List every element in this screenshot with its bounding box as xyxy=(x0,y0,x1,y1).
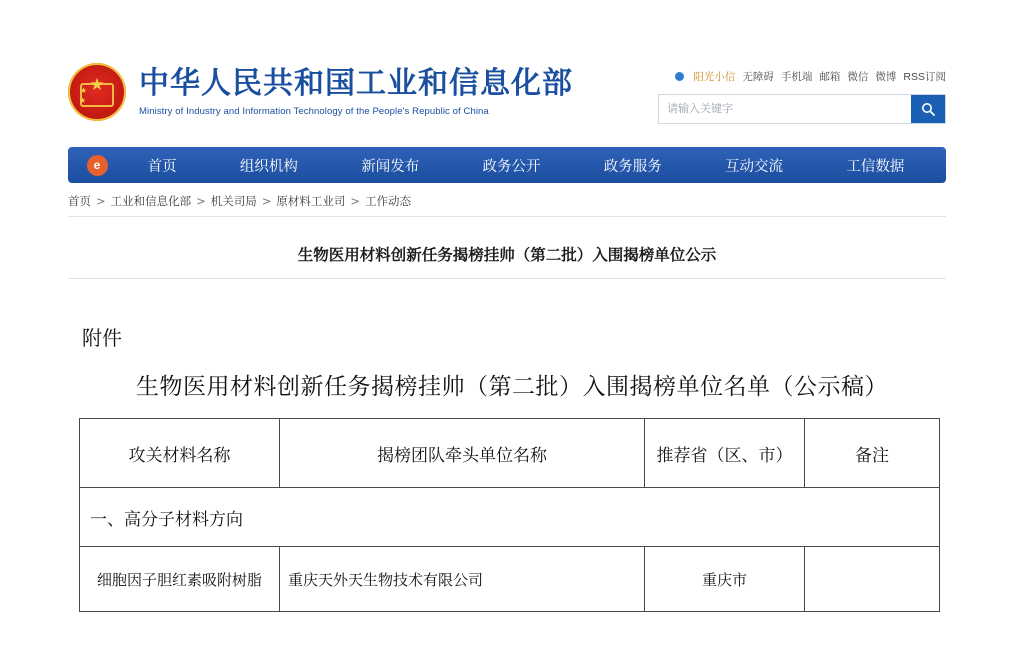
attachment-label: 附件 xyxy=(82,326,122,350)
breadcrumb-separator-3: > xyxy=(350,194,361,208)
site-header xyxy=(68,55,946,143)
column-header-note: 备注 xyxy=(805,419,940,488)
blue-dot-icon xyxy=(675,72,684,81)
emblem-star-small-1: ★ xyxy=(80,86,88,95)
table-header xyxy=(80,419,940,488)
site-title-block xyxy=(139,67,573,117)
quick-link-sunshine[interactable]: 阳光小信 xyxy=(693,71,736,83)
nav-items xyxy=(116,155,946,176)
table-row xyxy=(80,547,940,612)
search-box xyxy=(658,94,946,124)
nav-item-interaction[interactable]: 互动交流 xyxy=(725,158,784,175)
breadcrumb-separator-0: > xyxy=(96,194,106,208)
cell-unit: 重庆天外天生物技术有限公司 xyxy=(280,547,645,612)
cell-note xyxy=(805,547,940,612)
main-nav xyxy=(68,147,946,183)
cell-province: 重庆市 xyxy=(645,547,805,612)
breadcrumb-separator-1: > xyxy=(196,194,206,208)
breadcrumb xyxy=(68,193,411,209)
header-right xyxy=(658,69,946,124)
site-title-cn: 中华人民共和国工业和信息化部 xyxy=(139,66,573,102)
emblem-star-small-2: ★ xyxy=(79,96,87,105)
nav-item-government-services[interactable]: 政务服务 xyxy=(603,158,662,175)
nav-item-industry-data[interactable]: 工信数据 xyxy=(846,158,905,175)
table-body xyxy=(80,488,940,612)
breadcrumb-item-2[interactable]: 机关司局 xyxy=(210,194,257,208)
breadcrumb-item-0[interactable]: 首页 xyxy=(68,194,91,208)
search-button[interactable] xyxy=(911,95,945,123)
quick-link-weibo[interactable]: 微博 xyxy=(875,71,897,83)
column-header-material: 攻关材料名称 xyxy=(80,419,280,488)
cell-material: 细胞因子胆红素吸附树脂 xyxy=(80,547,280,612)
quick-link-mail[interactable]: 邮箱 xyxy=(819,71,841,83)
quick-link-wechat[interactable]: 微信 xyxy=(847,71,869,83)
home-icon-glyph: e xyxy=(87,155,108,176)
emblem-star-main: ★ xyxy=(89,75,105,94)
breadcrumb-separator-2: > xyxy=(261,194,272,208)
table-header-row xyxy=(80,419,940,488)
home-circle-icon[interactable] xyxy=(82,155,112,176)
national-emblem-icon xyxy=(68,63,126,121)
breadcrumb-divider xyxy=(68,216,946,217)
quick-link-accessibility[interactable]: 无障碍 xyxy=(742,71,774,83)
title-divider xyxy=(68,278,946,279)
nav-item-government-disclosure[interactable]: 政务公开 xyxy=(482,158,541,175)
site-logo[interactable] xyxy=(68,63,573,121)
nav-item-organization[interactable]: 组织机构 xyxy=(239,158,298,175)
search-input[interactable] xyxy=(659,95,911,123)
column-header-province: 推荐省（区、市） xyxy=(645,419,805,488)
nav-item-home[interactable]: 首页 xyxy=(147,158,177,175)
quick-links xyxy=(658,69,946,84)
page-title: 生物医用材料创新任务揭榜挂帅（第二批）入围揭榜单位公示 xyxy=(297,246,717,264)
breadcrumb-item-4[interactable]: 工作动态 xyxy=(365,194,412,208)
breadcrumb-item-3[interactable]: 原材料工业司 xyxy=(276,194,346,208)
breadcrumb-item-1[interactable]: 工业和信息化部 xyxy=(110,194,192,208)
section-title-polymer: 一、高分子材料方向 xyxy=(80,488,940,547)
column-header-unit: 揭榜团队牵头单位名称 xyxy=(280,419,645,488)
emblem-gear-shape xyxy=(80,83,114,107)
shortlist-table xyxy=(79,418,940,612)
table-section-row xyxy=(80,488,940,547)
site-title-en: Ministry of Industry and Information Technology of the People's Republic of China xyxy=(139,105,489,117)
search-icon xyxy=(920,101,936,117)
quick-link-mobile[interactable]: 手机端 xyxy=(780,71,813,83)
nav-item-news[interactable]: 新闻发布 xyxy=(361,158,420,175)
quick-link-rss[interactable]: RSS订阅 xyxy=(903,71,946,83)
attachment-title: 生物医用材料创新任务揭榜挂帅（第二批）入围揭榜单位名单（公示稿） xyxy=(136,374,888,400)
